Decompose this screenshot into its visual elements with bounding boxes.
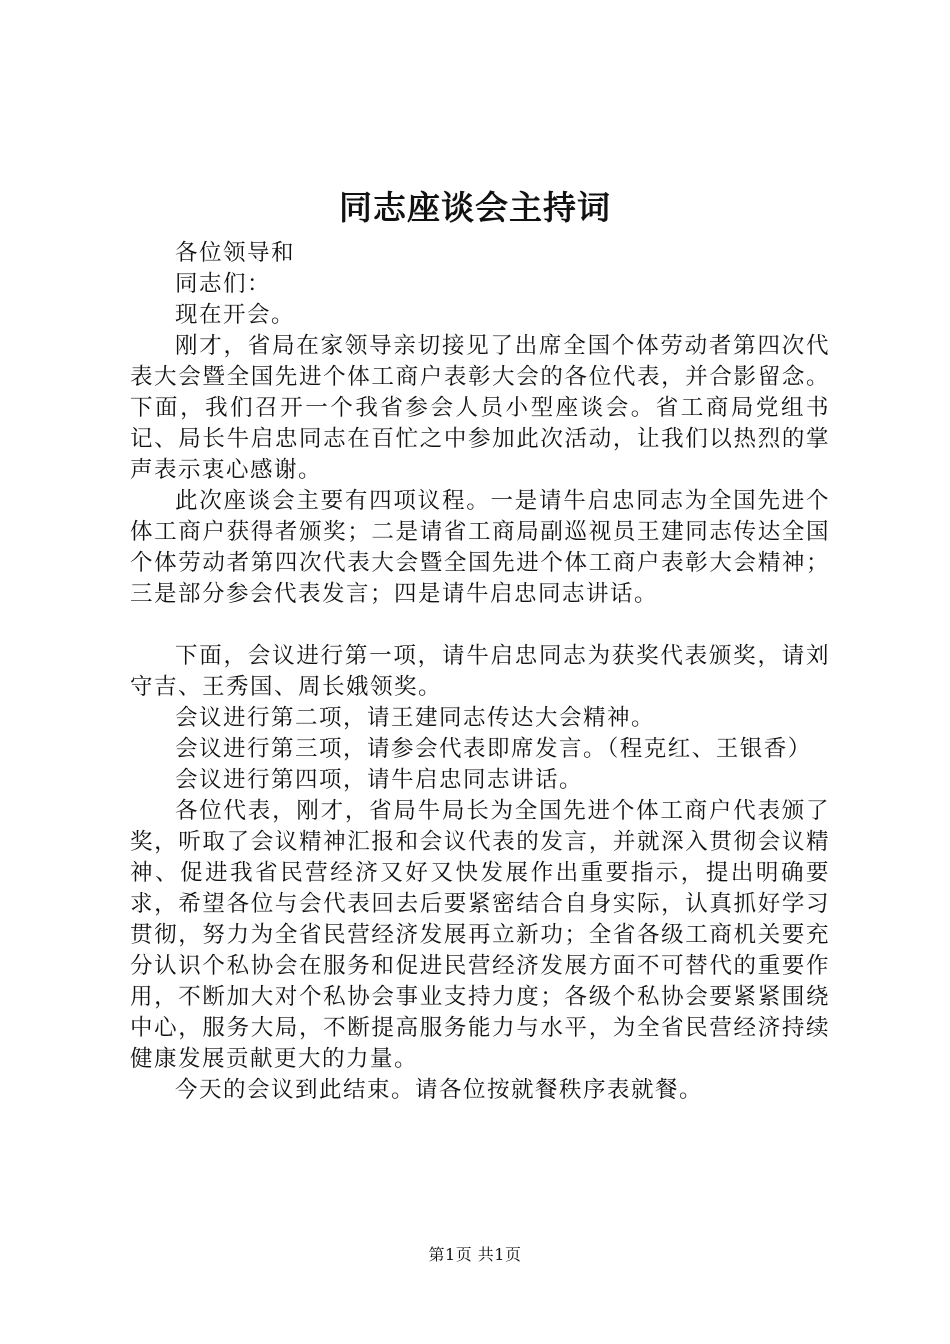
summary-paragraph: 各位代表，刚才，省局牛局长为全国先进个体工商户代表颁了奖，听取了会议精神汇报和会议代表的发言，并就深入贯彻会议精神、促进我省民营经济又好又快发展作出重要指示，提出明确要求，希望各位与会代表回去后要紧密结合自身实际，认真抓好学习贯彻，努力为全省民营经济发展再立新功；全省各级工商机关要充分认识个私协会在服务和促进民营经济发展方面不可替代的重要作用，不断加大对个私协会事业支持力度；各级个私协会要紧紧围绕中心，服务大局，不断提高服务能力与水平，为全省民营经济持续健康发展贡献更大的力量。 [130, 798, 830, 1072]
agenda-item-1-paragraph: 下面，会议进行第一项，请牛启忠同志为获奖代表颁奖，请刘守吉、王秀国、周长娥领奖。 [130, 643, 830, 700]
closing-paragraph: 今天的会议到此结束。请各位按就餐秩序表就餐。 [175, 1077, 704, 1103]
agenda-item-2-paragraph: 会议进行第二项，请王建同志传达大会精神。 [175, 705, 656, 731]
agenda-item-3-paragraph: 会议进行第三项，请参会代表即席发言。（程克红、王银香） [175, 736, 812, 762]
agenda-item-4-paragraph: 会议进行第四项，请牛启忠同志讲话。 [175, 767, 584, 793]
opening-line: 现在开会。 [175, 302, 296, 328]
page-title: 同志座谈会主持词 [339, 188, 611, 227]
page-footer: 第1页 共1页 [428, 1245, 522, 1264]
document-body [130, 238, 830, 1106]
salutation-line-2: 同志们： [175, 271, 272, 297]
intro-paragraph: 刚才，省局在家领导亲切接见了出席全国个体劳动者第四次代表大会暨全国先进个体工商户表彰大会的各位代表，并合影留念。下面，我们召开一个我省参会人员小型座谈会。省工商局党组书记、局长牛启忠同志在百忙之中参加此次活动，让我们以热烈的掌声表示衷心感谢。 [130, 333, 830, 483]
agenda-paragraph: 此次座谈会主要有四项议程。一是请牛启忠同志为全国先进个体工商户获得者颁奖；二是请省工商局副巡视员王建同志传达全国个体劳动者第四次代表大会暨全国先进个体工商户表彰大会精神；三是部分参会代表发言；四是请牛启忠同志讲话。 [130, 488, 830, 607]
salutation-line-1: 各位领导和 [175, 240, 296, 266]
